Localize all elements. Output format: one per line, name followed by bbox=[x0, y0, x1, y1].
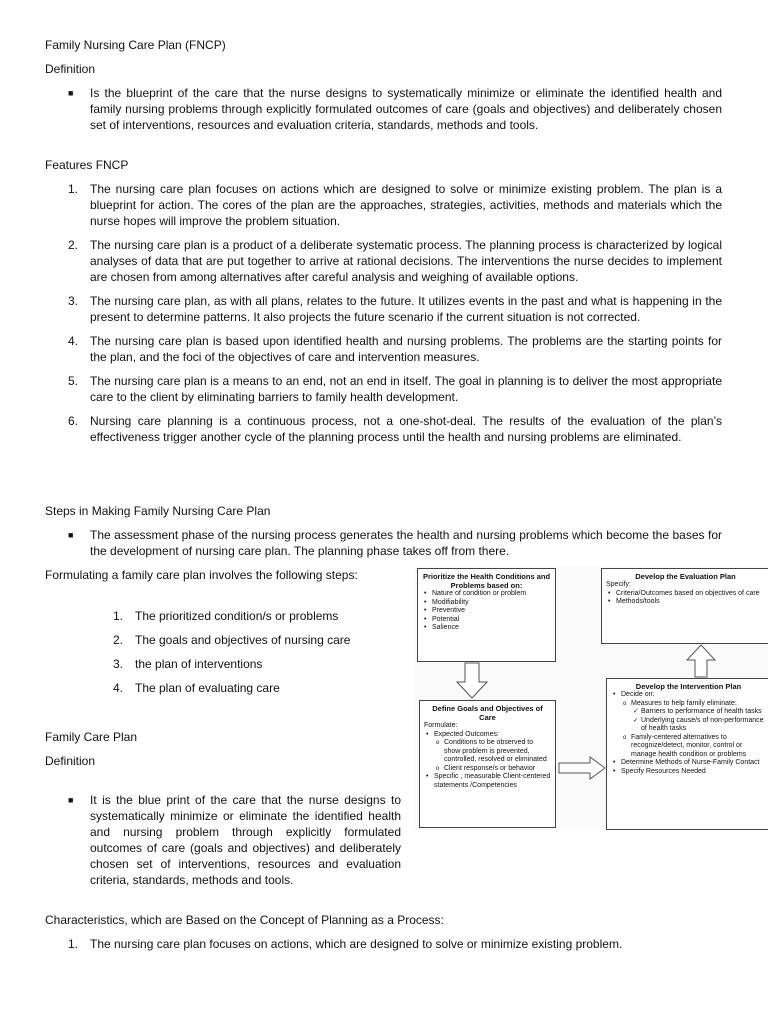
goals-box: Define Goals and Objectives of Care Formulate: • Expected Outcomes: o Conditions to be observed to show problem is prevented, controlled, resolved or eliminated o Client response/s or behavior • Specific , measurable Client-centered statements /Competencies bbox=[419, 700, 556, 828]
evaluation-title: Develop the Evaluation Plan bbox=[635, 572, 736, 581]
formulating-steps bbox=[113, 608, 403, 696]
prioritize-list: • Nature of condition or problem • Modifiability • Preventive • Potential • Salience bbox=[422, 590, 551, 633]
fcp-definition-list bbox=[68, 792, 401, 888]
prioritize-title: Prioritize the Health Conditions and Problems based on: bbox=[422, 572, 551, 590]
arrow-down-icon bbox=[455, 662, 489, 700]
feature-text: The nursing care plan is based upon identified health and nursing problems. The problems are the starting points for the plan, and the foci of the objectives of care and intervention measures. bbox=[90, 334, 722, 364]
list-item: 1. The nursing care plan focuses on actions which are designed to solve or minimize existing problem. The plan is a blueprint for action. The cores of the plan are the approaches, strategies, activities, methods and materials which the nurse hopes will improve the problem situation. bbox=[68, 182, 722, 228]
bullet-icon: ■ bbox=[68, 88, 74, 98]
bullet-icon: ■ bbox=[68, 530, 74, 540]
fcp-definition-text: It is the blue print of the care that the nurse designs to systematically minimize or eliminate the identified health and nursing problem through explicitly formulated outcomes of care (goals and objectives) and deliberately chosen set of interventions, resources and evaluation criteria, standards, methods and tools. bbox=[90, 793, 401, 887]
features-heading: Features FNCP bbox=[45, 158, 129, 172]
list-item: 3. the plan of interventions bbox=[113, 657, 263, 671]
list-item: 6. Nursing care planning is a continuous process, not a one-shot-deal. The results of the evaluation of the plan’s effectiveness trigger another cycle of the planning process until the health and nursing problems are eliminated. bbox=[68, 414, 722, 444]
bullet-icon: ■ bbox=[68, 795, 74, 805]
feature-text: The nursing care plan is a product of a deliberate systematic process. The planning process is characterized by logical analyses of data that are put together to arrive at rational decisions. The interventions the nurse decides to implement are chosen from among alternatives after careful analysis and weighing of available options. bbox=[90, 238, 722, 284]
doc-title: Family Nursing Care Plan (FNCP) bbox=[45, 38, 226, 52]
feature-text: The nursing care plan focuses on actions which are designed to solve or minimize existing problem. The plan is a blueprint for action. The cores of the plan are the approaches, strategies, activities, methods and materials which the nurse hopes will improve the problem situation. bbox=[90, 182, 722, 228]
feature-text: Nursing care planning is a continuous process, not a one-shot-deal. The results of the evaluation of the plan’s effectiveness trigger another cycle of the planning process until the health and nursing problems are eliminated. bbox=[90, 414, 722, 444]
list-item: 1. The nursing care plan focuses on actions, which are designed to solve or minimize existing problem. bbox=[68, 937, 623, 951]
feature-text: The nursing care plan, as with all plans, relates to the future. It utilizes events in the past and what is happening in the present to determine patterns. It also projects the future scenario if the current situation is not corrected. bbox=[90, 294, 722, 324]
intervention-title: Develop the Intervention Plan bbox=[635, 682, 742, 691]
evaluation-box: Develop the Evaluation Plan Specify: • Criteria/Outcomes based on objectives of care • Methods/tools bbox=[601, 568, 768, 644]
steps-heading: Steps in Making Family Nursing Care Plan bbox=[45, 504, 271, 518]
fcp-definition-heading: Definition bbox=[45, 754, 96, 768]
list-item: 2. The nursing care plan is a product of a deliberate systematic process. The planning process is characterized by logical analyses of data that are put together to arrive at rational decisions. The interventions the nurse decides to implement are chosen from among alternatives after careful analysis and weighing of available options. bbox=[68, 238, 722, 284]
steps-text: The assessment phase of the nursing process generates the health and nursing problems which become the bases for the development of nursing care plan. The planning phase takes off from there. bbox=[90, 528, 722, 558]
prioritize-box bbox=[417, 568, 556, 662]
characteristics-list bbox=[68, 936, 722, 952]
goals-title: Define Goals and Objectives of Care bbox=[432, 704, 543, 722]
fcp-heading: Family Care Plan bbox=[45, 730, 138, 744]
definition-heading: Definition bbox=[45, 62, 96, 76]
formulating-text: Formulating a family care plan involves the following steps: bbox=[45, 568, 358, 582]
feature-text: The nursing care plan is a means to an end, not an end in itself. The goal in planning is to deliver the most appropriate care to the client by eliminating barriers to family health development. bbox=[90, 374, 722, 404]
characteristics-heading: Characteristics, which are Based on the Concept of Planning as a Process: bbox=[45, 913, 444, 927]
features-list bbox=[68, 181, 722, 445]
characteristic-text: The nursing care plan focuses on actions, which are designed to solve or minimize existing problem. bbox=[90, 937, 623, 951]
list-item: 5. The nursing care plan is a means to an end, not an end in itself. The goal in planning is to deliver the most appropriate care to the client by eliminating barriers to family health development. bbox=[68, 374, 722, 404]
list-item: 3. The nursing care plan, as with all plans, relates to the future. It utilizes events in the past and what is happening in the present to determine patterns. It also projects the future scenario if the current situation is not corrected. bbox=[68, 294, 722, 324]
list-item bbox=[68, 792, 401, 888]
list-item: 2. The goals and objectives of nursing care bbox=[113, 633, 351, 647]
list-item bbox=[68, 527, 722, 559]
steps-list bbox=[68, 527, 722, 559]
list-item: 4. The nursing care plan is based upon identified health and nursing problems. The problems are the starting points for the plan, and the foci of the objectives of care and intervention measures. bbox=[68, 334, 722, 364]
list-item: 4. The plan of evaluating care bbox=[113, 681, 280, 695]
definition-list bbox=[68, 85, 722, 133]
list-item bbox=[68, 85, 722, 133]
care-plan-diagram bbox=[415, 566, 768, 830]
definition-text: Is the blueprint of the care that the nurse designs to systematically minimize or eliminate the identified health and family nursing problems through explicitly formulated outcomes of care (goals and objectives) and deliberately chosen set of interventions, resources and evaluation criteria, standards, methods and tools. bbox=[90, 86, 722, 132]
arrow-up-icon bbox=[685, 644, 717, 678]
list-item: 1. The prioritized condition/s or problems bbox=[113, 609, 339, 623]
arrow-right-icon bbox=[558, 756, 606, 780]
intervention-box: Develop the Intervention Plan • Decide on: o Measures to help family eliminate: ✓ Barriers to performance of health tasks ✓ Underlying cause/s of non-performance of health tasks o Family-centered alternatives to recognize/detect, monitor, control or manage health condition or problems • Determine Methods of Nurse-Family Contact • Specify Resources Needed bbox=[606, 678, 768, 830]
